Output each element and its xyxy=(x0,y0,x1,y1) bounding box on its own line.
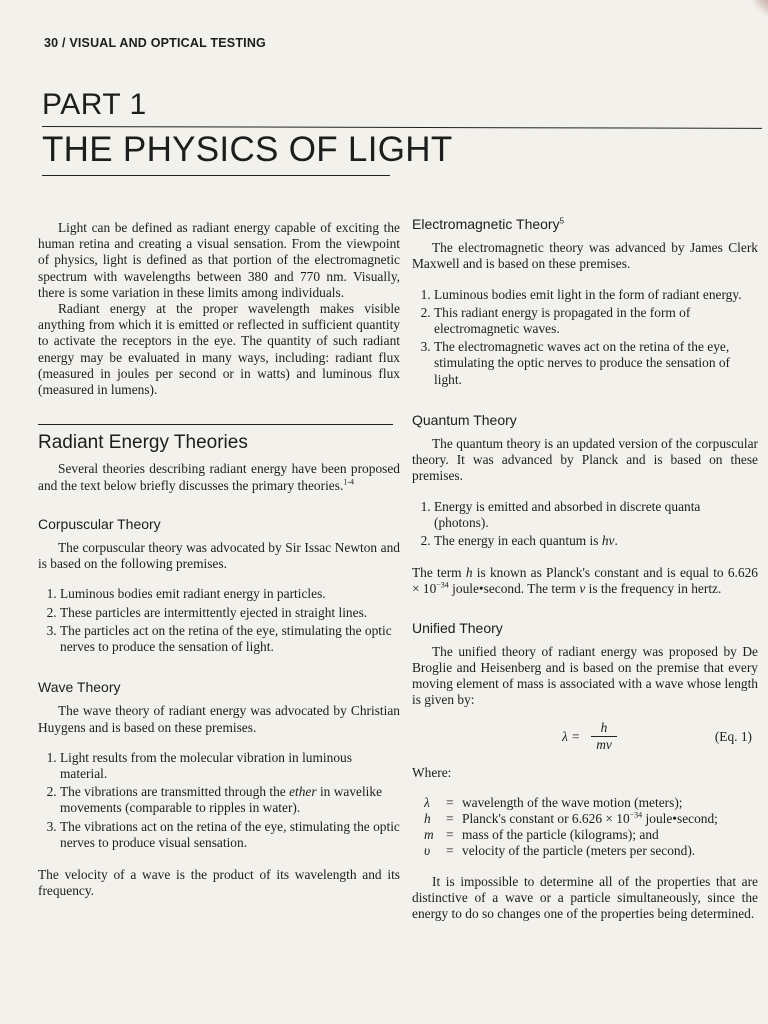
unified-closing-paragraph: It is impossible to determine all of the properties that are distinctive of a wave or a particle simultaneously, since the energy to do so changes one of the properties being determined. xyxy=(412,873,758,922)
text-span: is the frequency in hertz. xyxy=(585,581,722,597)
equation-fraction xyxy=(586,720,622,753)
radiant-energy-text: Several theories describing radiant energy have been proposed and the text below briefly discusses the primary theories. xyxy=(38,461,400,493)
equals-sign: = xyxy=(446,794,454,810)
intro-paragraph-2: Radiant energy at the proper wavelength makes visible anything from which it is emitted or reflected in sufficient quantity to activate the receptors in the eye. The quantity of such radiant energy may be evaluated in many ways, including: radiant flux (measured in joules per second or in watts) and luminous flux (measured in lumens). xyxy=(38,301,400,398)
definition-text: mass of the particle (kilograms); and xyxy=(462,827,659,843)
definition-item xyxy=(424,843,758,859)
intro-paragraph-1: Light can be defined as radiant energy capable of exciting the human retina and creating a visual sensation. From the viewpoint of physics, light is defined as that portion of the electromagnetic spectrum with wavelengths between 380 and 770 nm. Visually, there is some variation in these limits among individuals. xyxy=(38,220,400,300)
list-item-text: The vibrations are transmitted through the xyxy=(60,784,290,800)
left-column xyxy=(38,220,400,900)
list-item: 3. The particles act on the retina of the eye, stimulating the optic nerves to produce the sensation of light. xyxy=(60,623,400,655)
quantum-list xyxy=(412,499,758,550)
h-symbol: h xyxy=(465,565,473,581)
list-item-text: The energy in each quantum is xyxy=(434,533,602,549)
quantum-heading: Quantum Theory xyxy=(412,411,517,428)
symbol: m xyxy=(424,827,434,843)
fraction-numerator: h xyxy=(591,720,618,737)
where-label: Where: xyxy=(412,764,452,780)
unified-paragraph: The unified theory of radiant energy was proposed by De Broglie and Heisenberg and is based on the premise that every moving element of mass is associated with a wave whose length is given by: xyxy=(412,643,758,708)
electromagnetic-heading xyxy=(412,216,758,232)
definition-text xyxy=(462,811,718,827)
wave-heading: Wave Theory xyxy=(38,679,121,696)
list-item: 3. The electromagnetic waves act on the retina of the eye, stimulating the optic nerves to produce the sensation of light. xyxy=(434,339,758,388)
electromagnetic-list xyxy=(412,287,758,388)
ether-term: ether xyxy=(289,784,317,800)
list-item xyxy=(60,784,400,816)
list-item: 1. Light results from the molecular vibration in luminous material. xyxy=(60,750,400,782)
equation-1 xyxy=(412,717,758,757)
list-item: 3. The vibrations act on the retina of the eye, stimulating the optic nerves to produce visual sensation. xyxy=(60,819,400,851)
title-underline xyxy=(42,175,390,176)
part-label: PART 1 xyxy=(42,88,147,121)
equals-sign: = xyxy=(446,811,454,827)
wave-list xyxy=(38,750,400,851)
text-span: The term xyxy=(412,565,466,581)
fraction-denominator: mv xyxy=(596,737,612,753)
part-title: THE PHYSICS OF LIGHT xyxy=(42,130,453,169)
quantum-paragraph: The quantum theory is an updated version of the corpuscular theory. It was advanced by Planck and is based on these premises. xyxy=(412,436,758,484)
corpuscular-list xyxy=(38,586,400,655)
list-item-text: in wavelike movements (comparable to ripples in water). xyxy=(60,784,383,816)
page-corner-shadow xyxy=(728,0,768,20)
list-item: 1. Luminous bodies emit light in the form of radiant energy. xyxy=(434,287,758,303)
text-span: is known as Planck's constant and is equal to 6.626 × 10 xyxy=(412,565,758,597)
corpuscular-heading: Corpuscular Theory xyxy=(38,515,161,532)
citation-superscript: 1-4 xyxy=(343,477,354,487)
wave-paragraph: The wave theory of radiant energy was advocated by Christian Huygens and is based on these premises. xyxy=(38,703,400,735)
equals-sign: = xyxy=(446,827,454,843)
electromagnetic-heading-text: Electromagnetic Theory xyxy=(412,216,560,232)
equation-body xyxy=(562,720,622,753)
exponent: −34 xyxy=(629,810,643,820)
list-item: 2. The energy in each quantum is hv. xyxy=(434,533,758,549)
wave-closing-paragraph: The velocity of a wave is the product of its wavelength and its frequency. xyxy=(38,867,400,899)
list-item: 1. Luminous bodies emit radiant energy in particles. xyxy=(60,586,400,602)
radiant-energy-heading: Radiant Energy Theories xyxy=(38,432,248,454)
definition-text: wavelength of the wave motion (meters); xyxy=(462,794,683,810)
corpuscular-paragraph: The corpuscular theory was advocated by Sir Issac Newton and is based on the following premises. xyxy=(38,540,400,572)
equals-sign: = xyxy=(446,843,454,859)
symbol: h xyxy=(424,811,431,827)
text-span: joule•second; xyxy=(642,811,718,827)
list-item: 1. Energy is emitted and absorbed in discrete quanta (photons). xyxy=(434,499,758,531)
symbol: υ xyxy=(424,843,431,859)
section-rule xyxy=(38,424,393,425)
citation-superscript: 5 xyxy=(559,216,565,226)
definition-item xyxy=(424,795,758,811)
equation-number: (Eq. 1) xyxy=(714,728,752,744)
unified-heading: Unified Theory xyxy=(412,619,503,636)
exponent: −34 xyxy=(436,580,449,590)
symbol: λ xyxy=(424,794,430,810)
right-column xyxy=(412,216,758,922)
divider-rule xyxy=(42,126,762,129)
running-head: 30 / VISUAL AND OPTICAL TESTING xyxy=(44,36,266,50)
list-item: 2. These particles are intermittently ejected in straight lines. xyxy=(60,605,400,621)
hv-term: hv xyxy=(601,533,615,549)
list-item: 2. This radiant energy is propagated in the form of electromagnetic waves. xyxy=(434,305,758,337)
definition-item xyxy=(424,811,758,827)
text-span: Planck's constant or 6.626 × 10 xyxy=(462,811,630,827)
radiant-energy-paragraph xyxy=(38,461,400,493)
v-symbol: v xyxy=(579,581,586,597)
plancks-constant-paragraph xyxy=(412,565,758,597)
definition-item xyxy=(424,827,758,843)
text-span: joule•second. The term xyxy=(448,581,580,597)
variable-definitions xyxy=(412,795,758,860)
equation-lhs: λ = xyxy=(562,728,581,744)
electromagnetic-paragraph: The electromagnetic theory was advanced by James Clerk Maxwell and is based on these premises. xyxy=(412,240,758,272)
definition-text: velocity of the particle (meters per second). xyxy=(462,843,696,859)
